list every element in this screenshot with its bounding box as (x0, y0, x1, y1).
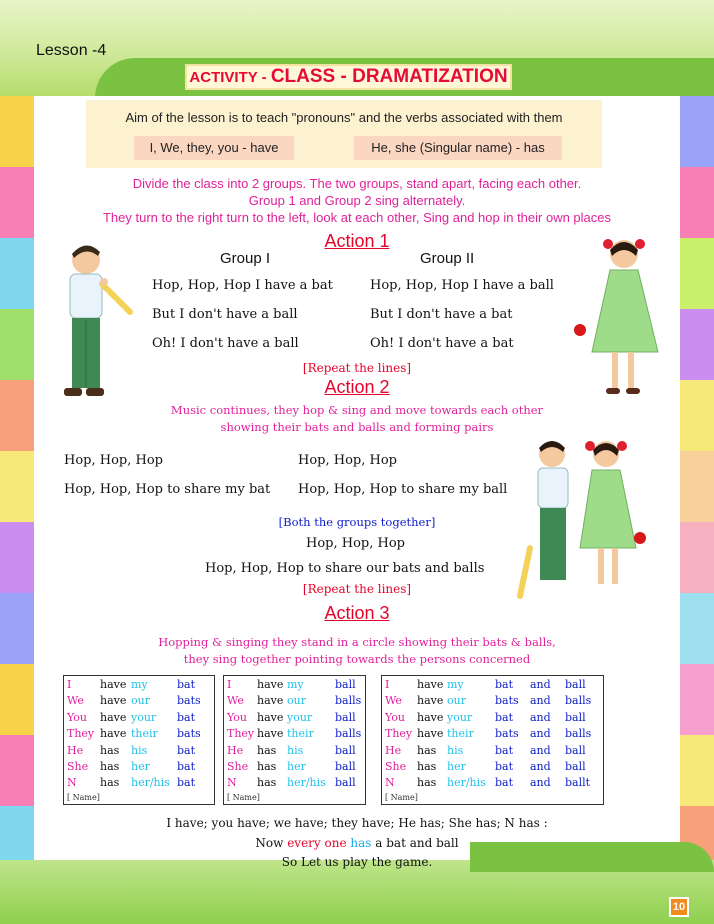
table-row (385, 678, 600, 694)
possessive-cell: my (131, 678, 148, 691)
pronoun-cell: You (227, 710, 248, 724)
object-cell: bats (177, 727, 201, 741)
possessive-cell: her/his (447, 776, 486, 790)
verb-cell: have (257, 727, 284, 741)
color-strip-segment (680, 238, 714, 309)
lesson-label: Lesson -4 (36, 42, 107, 59)
object-cell: bat (495, 776, 514, 790)
color-strip-segment (0, 664, 34, 735)
pronoun-has-pill: He, she (Singular name) - has (354, 136, 562, 160)
color-strip-segment (0, 238, 34, 309)
activity-title (185, 64, 512, 90)
conjunction-cell: and (530, 694, 551, 708)
possessive-cell: her (287, 759, 306, 773)
name-note: [ Name] (227, 792, 260, 802)
object-cell: balls (335, 727, 362, 741)
summary-rest: a bat and ball (371, 836, 459, 850)
verb-cell: have (100, 710, 127, 724)
action-2-desc-1: Music continues, they hop & sing and move towards each other (170, 403, 544, 417)
summary-line-2 (34, 836, 680, 850)
action-2-right-1: Hop, Hop, Hop (298, 453, 397, 468)
pronoun-cell: He (385, 743, 402, 757)
both-groups-note: [Both the groups together] (278, 515, 436, 529)
possessive-cell: her (131, 759, 150, 773)
pronoun-cell: She (227, 759, 249, 773)
pronoun-cell: She (67, 759, 89, 773)
pronoun-cell: They (67, 727, 95, 741)
activity-prefix: ACTIVITY - (189, 69, 271, 86)
object-cell: ball (565, 743, 586, 757)
object-cell: balls (565, 694, 592, 708)
object-cell: bat (177, 759, 196, 773)
pronoun-cell: They (227, 727, 255, 741)
possessive-cell: your (131, 710, 157, 724)
possessive-cell: her (447, 759, 466, 773)
object-cell: ballt (565, 776, 591, 790)
color-strip-segment (680, 451, 714, 522)
possessive-cell: her/his (287, 776, 326, 790)
action-2-repeat: [Repeat the lines] (302, 582, 412, 596)
verb-cell: has (257, 743, 277, 757)
action-3-desc-2: they sing together pointing towards the persons concerned (183, 652, 531, 666)
color-strip-segment (0, 309, 34, 380)
group-2-heading: Group II (420, 250, 475, 267)
color-strip-segment (680, 593, 714, 664)
object-cell: bat (495, 678, 514, 691)
table-row (385, 711, 600, 727)
object-cell: bat (495, 759, 514, 773)
pronoun-table-bat (63, 675, 215, 805)
possessive-cell: our (287, 694, 306, 708)
group-1-line-3: Oh! I don't have a ball (152, 336, 299, 351)
object-cell: bat (495, 743, 514, 757)
conjunction-cell: and (530, 678, 551, 691)
color-strip-segment (680, 735, 714, 806)
pronoun-table-ball (223, 675, 366, 805)
pronoun-cell: N (227, 776, 237, 790)
object-cell: ball (565, 759, 586, 773)
summary-now: Now (255, 836, 288, 850)
color-strip-segment (680, 96, 714, 167)
verb-cell: have (417, 727, 444, 741)
object-cell: bat (495, 710, 514, 724)
color-strip-segment (0, 451, 34, 522)
pronoun-have-pill: I, We, they, you - have (134, 136, 294, 160)
object-cell: bat (177, 678, 196, 691)
aim-text: Aim of the lesson is to teach "pronouns" and the verbs associated with them (125, 110, 563, 125)
verb-cell: have (257, 710, 284, 724)
action-1-repeat: [Repeat the lines] (302, 361, 412, 375)
table-row (227, 727, 362, 743)
pronoun-cell: She (385, 759, 407, 773)
activity-name: CLASS - DRAMATIZATION (270, 66, 508, 87)
verb-cell: have (100, 694, 127, 708)
table-row (67, 678, 211, 694)
table-row (227, 711, 362, 727)
pronoun-cell: N (385, 776, 395, 790)
table-row (67, 711, 211, 727)
verb-cell: has (417, 776, 437, 790)
intro-line-2: Group 1 and Group 2 sing alternately. (248, 193, 466, 208)
pronoun-cell: I (227, 678, 232, 691)
together-line-2: Hop, Hop, Hop to share our bats and balls (205, 561, 485, 576)
table-row (67, 776, 211, 792)
object-cell: ball (565, 678, 586, 691)
name-note: [ Name] (385, 792, 418, 802)
color-strip-segment (0, 380, 34, 451)
aim-box (86, 100, 602, 168)
pronoun-table-bat-and-ball (381, 675, 604, 805)
pronoun-cell: He (67, 743, 84, 757)
verb-cell: have (100, 727, 127, 741)
group-1-line-2: But I don't have a ball (152, 307, 298, 322)
conjunction-cell: and (530, 759, 551, 773)
verb-cell: have (417, 710, 444, 724)
color-strip-segment (680, 664, 714, 735)
possessive-cell: your (447, 710, 473, 724)
action-3-desc-1: Hopping & singing they stand in a circle showing their bats & balls, (158, 635, 556, 649)
table-row (67, 744, 211, 760)
table-row (227, 744, 362, 760)
conjunction-cell: and (530, 710, 551, 724)
possessive-cell: their (131, 727, 158, 741)
group-1-line-1: Hop, Hop, Hop I have a bat (152, 278, 333, 293)
intro-line-1: Divide the class into 2 groups. The two groups, stand apart, facing each other. (132, 176, 582, 191)
color-strip-segment (0, 96, 34, 167)
object-cell: ball (565, 710, 586, 724)
table-row (227, 760, 362, 776)
object-cell: bats (495, 694, 519, 708)
verb-cell: has (417, 759, 437, 773)
pronoun-cell: He (227, 743, 244, 757)
table-row (227, 678, 362, 694)
action-3-title: Action 3 (324, 603, 390, 623)
verb-cell: has (100, 759, 120, 773)
verb-cell: have (257, 678, 284, 691)
summary-line-1: I have; you have; we have; they have; He has; She has; N has : (166, 816, 548, 830)
action-2-right-2: Hop, Hop, Hop to share my ball (298, 482, 508, 497)
possessive-cell: my (447, 678, 464, 691)
conjunction-cell: and (530, 743, 551, 757)
table-row (67, 760, 211, 776)
pronoun-cell: I (67, 678, 72, 691)
possessive-cell: his (287, 743, 304, 757)
pronoun-cell: N (67, 776, 77, 790)
table-row (385, 694, 600, 710)
table-row (67, 694, 211, 710)
pronoun-cell: You (385, 710, 406, 724)
group-1-heading: Group I (220, 250, 271, 267)
color-strip-segment (680, 522, 714, 593)
object-cell: bats (495, 727, 519, 741)
verb-cell: have (257, 694, 284, 708)
conjunction-cell: and (530, 776, 551, 790)
verb-cell: has (100, 743, 120, 757)
name-note: [ Name] (67, 792, 100, 802)
table-row (385, 776, 600, 792)
pronoun-cell: We (227, 694, 244, 708)
color-strip-segment (0, 522, 34, 593)
table-row (385, 744, 600, 760)
action-2-desc-2: showing their bats and balls and forming pairs (220, 420, 494, 434)
color-strip-segment (0, 167, 34, 238)
boy-and-girl-pair-illustration (510, 428, 670, 603)
pronoun-cell: We (67, 694, 84, 708)
table-row (385, 727, 600, 743)
object-cell: balls (335, 694, 362, 708)
possessive-cell: our (131, 694, 150, 708)
verb-cell: has (257, 759, 277, 773)
verb-cell: has (257, 776, 277, 790)
object-cell: ball (335, 710, 356, 724)
possessive-cell: her/his (131, 776, 170, 790)
pronoun-cell: They (385, 727, 413, 741)
page-number: 10 (669, 897, 689, 917)
verb-cell: have (100, 678, 127, 691)
summary-every-one: every one (287, 836, 347, 850)
object-cell: ball (335, 759, 356, 773)
pronoun-cell: I (385, 678, 390, 691)
summary-line-3: So Let us play the game. (281, 855, 433, 869)
table-row (227, 776, 362, 792)
possessive-cell: my (287, 678, 304, 691)
color-strip-segment (680, 309, 714, 380)
group-2-line-1: Hop, Hop, Hop I have a ball (370, 278, 554, 293)
color-strip-segment (680, 167, 714, 238)
possessive-cell: their (287, 727, 314, 741)
intro-line-3: They turn to the right turn to the left, look at each other, Sing and hop in their own places (102, 210, 612, 225)
possessive-cell: his (131, 743, 148, 757)
object-cell: balls (565, 727, 592, 741)
table-row (385, 760, 600, 776)
verb-cell: have (417, 678, 444, 691)
object-cell: ball (335, 776, 356, 790)
girl-with-ball-illustration (566, 232, 680, 412)
object-cell: bats (177, 694, 201, 708)
table-row (67, 727, 211, 743)
together-line-1: Hop, Hop, Hop (306, 536, 405, 551)
summary-has: has (350, 836, 372, 850)
possessive-cell: your (287, 710, 313, 724)
verb-cell: has (100, 776, 120, 790)
color-strip-segment (680, 380, 714, 451)
left-color-strips (0, 96, 34, 877)
boy-with-bat-illustration (48, 238, 144, 413)
color-strip-segment (0, 593, 34, 664)
possessive-cell: our (447, 694, 466, 708)
color-strip-segment (0, 735, 34, 806)
group-2-line-2: But I don't have a bat (370, 307, 513, 322)
object-cell: ball (335, 743, 356, 757)
action-1-title: Action 1 (324, 231, 390, 251)
object-cell: bat (177, 776, 196, 790)
object-cell: bat (177, 710, 196, 724)
object-cell: ball (335, 678, 356, 691)
action-2-left-2: Hop, Hop, Hop to share my bat (64, 482, 271, 497)
group-2-line-3: Oh! I don't have a bat (370, 336, 514, 351)
conjunction-cell: and (530, 727, 551, 741)
table-row (227, 694, 362, 710)
possessive-cell: their (447, 727, 474, 741)
right-color-strips (680, 96, 714, 877)
verb-cell: has (417, 743, 437, 757)
pronoun-cell: You (67, 710, 88, 724)
action-2-left-1: Hop, Hop, Hop (64, 453, 163, 468)
action-2-title: Action 2 (324, 377, 390, 397)
possessive-cell: his (447, 743, 464, 757)
object-cell: bat (177, 743, 196, 757)
verb-cell: have (417, 694, 444, 708)
pronoun-cell: We (385, 694, 402, 708)
